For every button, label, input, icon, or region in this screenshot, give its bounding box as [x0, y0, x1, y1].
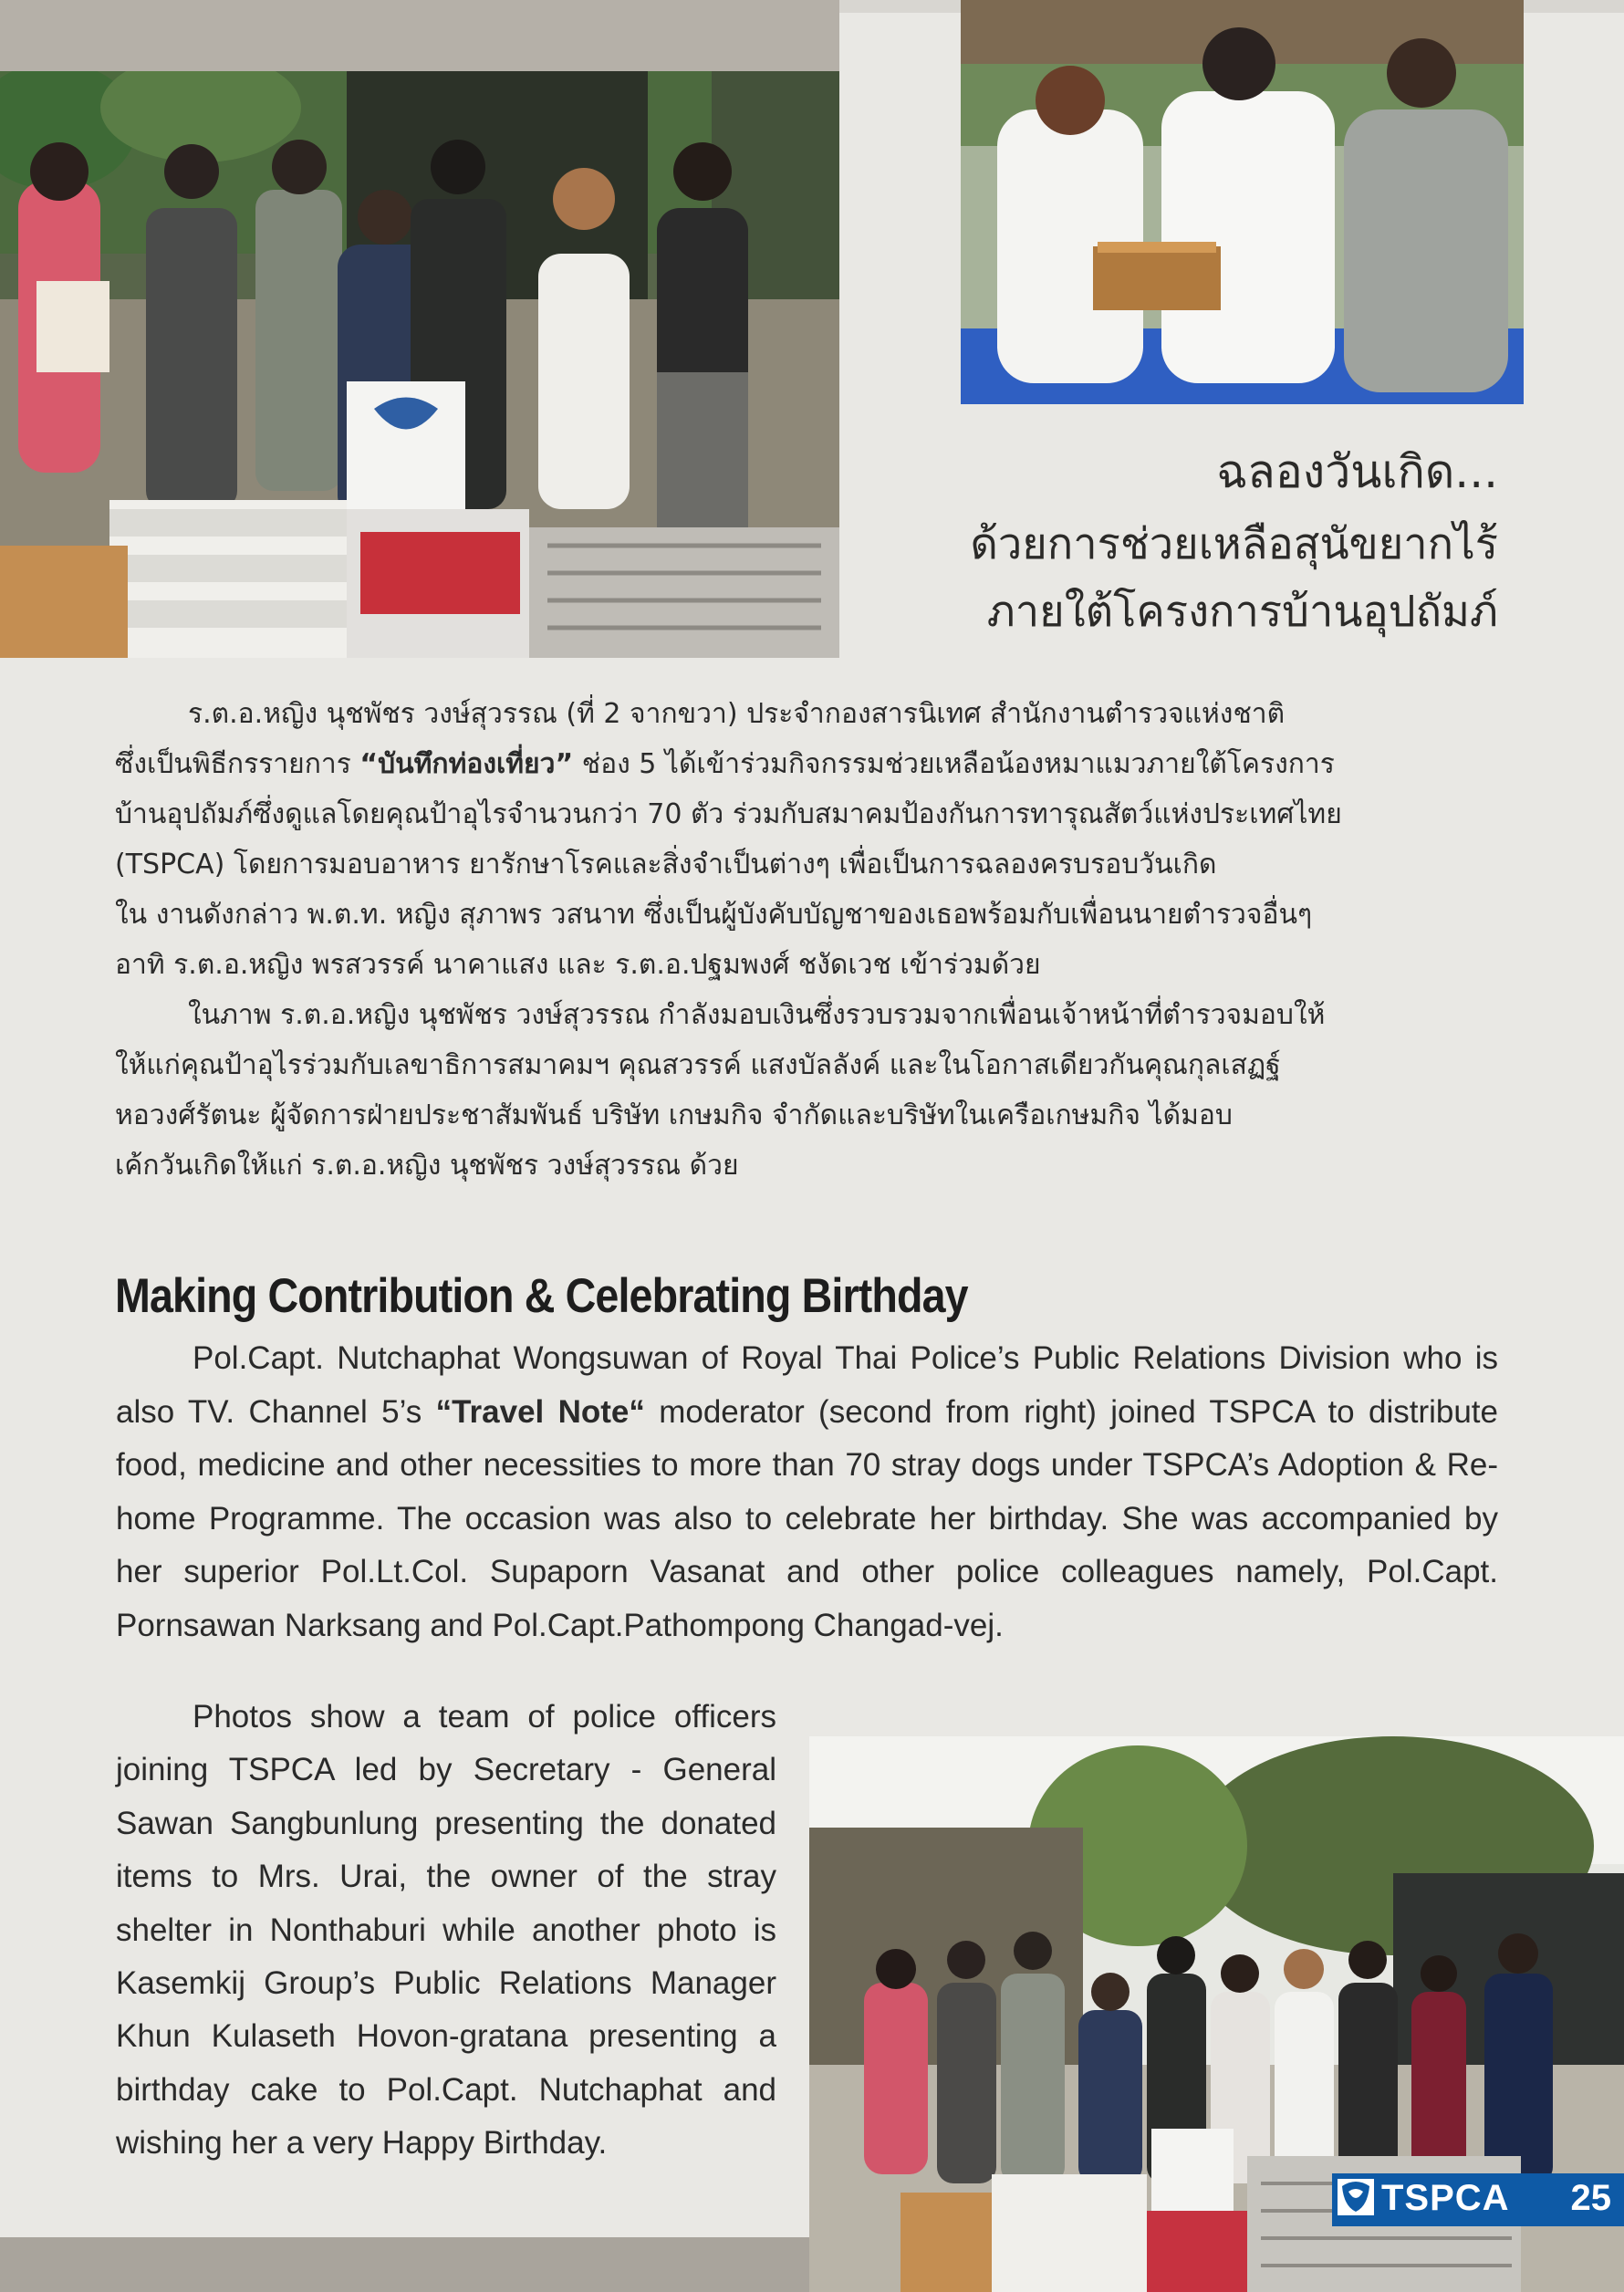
english-heading: Making Contribution & Celebrating Birthday	[115, 1269, 968, 1323]
donation-handover-photo	[0, 71, 839, 658]
top-band	[0, 0, 839, 71]
thai-text-line: บ้านอุปถัมภ์ซึ่งดูแลโดยคุณป้าอุไรจำนวนกว่า 70 ตัว ร่วมกับสมาคมป้องกันการทารุณสัตว์แห่งประเทศไทย	[115, 798, 1342, 830]
brand-name: TSPCA	[1381, 2178, 1510, 2218]
thai-text-line	[115, 739, 1500, 789]
english-text-segment: moderator (second from right) joined TSPCA to distribute food, medicine and other necessities to more than 70 stray dogs under TSPCA’s Adoption & Re-home Programme. The occasion was also to celebrate her birthday. She was accompanied by her superior Pol.Lt.Col. Supaporn Vasanat and other police colleagues namely, Pol.Capt. Pornsawan Narksang and Pol.Capt.Pathompong Changad-vej.	[116, 1393, 1498, 1643]
english-text-segment: Pol.Capt. Nutchaphat Wongsuwan of Royal Thai Police’s Public Relations Division who is also TV. Channel 5’s	[116, 1340, 1498, 1430]
thai-text-line: อาทิ ร.ต.อ.หญิง พรสวรรค์ นาคาแสง และ ร.ต.อ.ปฐมพงศ์ ชงัดเวช เข้าร่วมด้วย	[115, 949, 1041, 981]
birthday-cake-photo	[961, 0, 1524, 404]
thai-text-line: หอวงศ์รัตนะ ผู้จัดการฝ่ายประชาสัมพันธ์ บริษัท เกษมกิจ จำกัดและบริษัทในเครือเกษมกิจ ได้มอบ	[115, 1099, 1233, 1131]
thai-title-line-1: ฉลองวันเกิด...	[1216, 445, 1498, 498]
thai-title-line-2: ด้วยการช่วยเหลือสุนัขยากไร้	[970, 519, 1498, 569]
thai-text-line: (TSPCA) โดยการมอบอาหาร ยารักษาโรคและสิ่งจำเป็นต่างๆ เพื่อเป็นการฉลองครบรอบวันเกิด	[115, 849, 1217, 880]
page-number: 25	[1570, 2178, 1611, 2218]
thai-text-segment: ซึ่งเป็นพิธีกรรายการ	[115, 748, 360, 780]
thai-text-line: เค้กวันเกิดให้แก่ ร.ต.อ.หญิง นุชพัชร วงษ์สุวรรณ ด้วย	[115, 1150, 739, 1182]
english-paragraph-2	[116, 1691, 776, 2171]
thai-text-line: ให้แก่คุณป้าอุไรร่วมกับเลขาธิการสมาคมฯ คุณสวรรค์ แสงบัลลังค์ และในโอกาสเดียวกันคุณกุลเสฏฐ์	[115, 1049, 1281, 1081]
thai-body-text	[115, 689, 1500, 1191]
thai-text-segment: ช่อง 5 ได้เข้าร่วมกิจกรรมช่วยเหลือน้องหมาแมวภายใต้โครงการ	[573, 748, 1335, 780]
english-text-segment: Photos show a team of police officers joining TSPCA led by Secretary - General Sawan Sangbunlung presenting the donated items to Mrs. Urai, the owner of the stray shelter in Nonthaburi while another photo is Kasemkij Group’s Public Relations Manager Khun Kulaseth Hovon-gratana presenting a birthday cake to Pol.Capt. Nutchaphat and wishing her a very Happy Birthday.	[116, 1699, 776, 2162]
tspca-footer-logo	[1332, 2173, 1624, 2226]
thai-title-line-3: ภายใต้โครงการบ้านอุปถัมภ์	[986, 587, 1498, 637]
program-name: “บันทึกท่องเที่ยว”	[359, 748, 574, 780]
tspca-emblem-icon	[1338, 2179, 1374, 2221]
program-name-english: “Travel Note“	[435, 1393, 645, 1430]
english-paragraph-1	[116, 1332, 1498, 1652]
thai-text-line: ในภาพ ร.ต.อ.หญิง นุชพัชร วงษ์สุวรรณ กำลังมอบเงินซึ่งรวบรวมจากเพื่อนเจ้าหน้าที่ตำรวจมอบให้	[188, 999, 1326, 1031]
thai-text-line: ร.ต.อ.หญิง นุชพัชร วงษ์สุวรรณ (ที่ 2 จากขวา) ประจำกองสารนิเทศ สำนักงานตำรวจแห่งชาติ	[188, 698, 1286, 730]
thai-text-line: ใน งานดังกล่าว พ.ต.ท. หญิง สุภาพร วสนาท ซึ่งเป็นผู้บังคับบัญชาของเธอพร้อมกับเพื่อนนายตำรวจอื่นๆ	[115, 899, 1313, 931]
bottom-band	[0, 2237, 821, 2292]
